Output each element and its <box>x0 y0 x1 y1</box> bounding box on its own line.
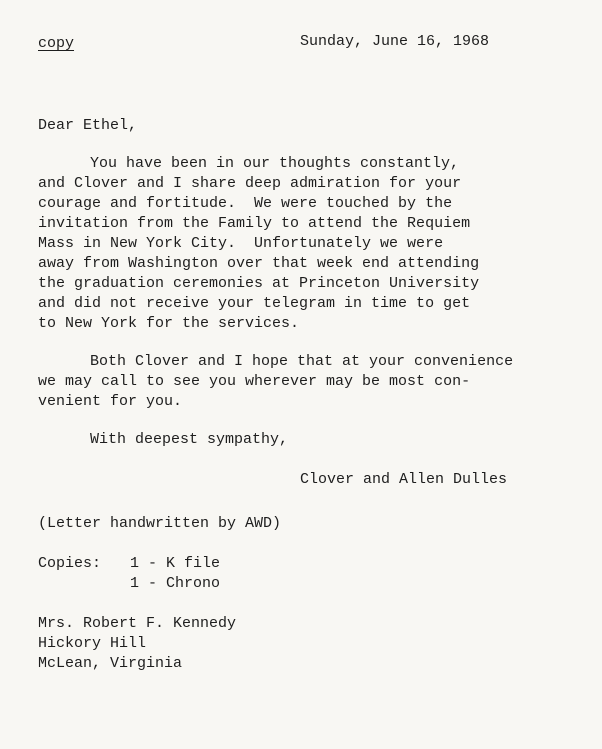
address-line: Hickory Hill <box>38 635 147 652</box>
address-line: McLean, Virginia <box>38 655 183 672</box>
paragraph-line: You have been in our thoughts constantly, <box>90 155 460 172</box>
closing: With deepest sympathy, <box>90 431 289 448</box>
handwritten-note: (Letter handwritten by AWD) <box>38 515 282 532</box>
paragraph-line: Mass in New York City. Unfortunately we were <box>38 235 444 252</box>
copy-label: copy <box>38 35 75 52</box>
copies-label: Copies: <box>38 555 102 572</box>
paragraph-line: the graduation ceremonies at Princeton University <box>38 275 480 292</box>
paragraph-line: and did not receive your telegram in time to get <box>38 295 471 312</box>
paragraph-line: we may call to see you wherever may be most con- <box>38 373 471 390</box>
paragraph-line: venient for you. <box>38 393 183 410</box>
salutation: Dear Ethel, <box>38 117 138 134</box>
paragraph-line: Both Clover and I hope that at your convenience <box>90 353 514 370</box>
paragraph-line: courage and fortitude. We were touched by the <box>38 195 453 212</box>
copies-item: 1 - K file <box>130 555 221 572</box>
address-line: Mrs. Robert F. Kennedy <box>38 615 237 632</box>
paragraph-line: away from Washington over that week end attending <box>38 255 480 272</box>
paragraph-line: invitation from the Family to attend the Requiem <box>38 215 471 232</box>
signature: Clover and Allen Dulles <box>300 471 508 488</box>
copies-item: 1 - Chrono <box>130 575 221 592</box>
letter-date: Sunday, June 16, 1968 <box>300 33 490 50</box>
paragraph-line: and Clover and I share deep admiration for your <box>38 175 462 192</box>
paragraph-line: to New York for the services. <box>38 315 300 332</box>
